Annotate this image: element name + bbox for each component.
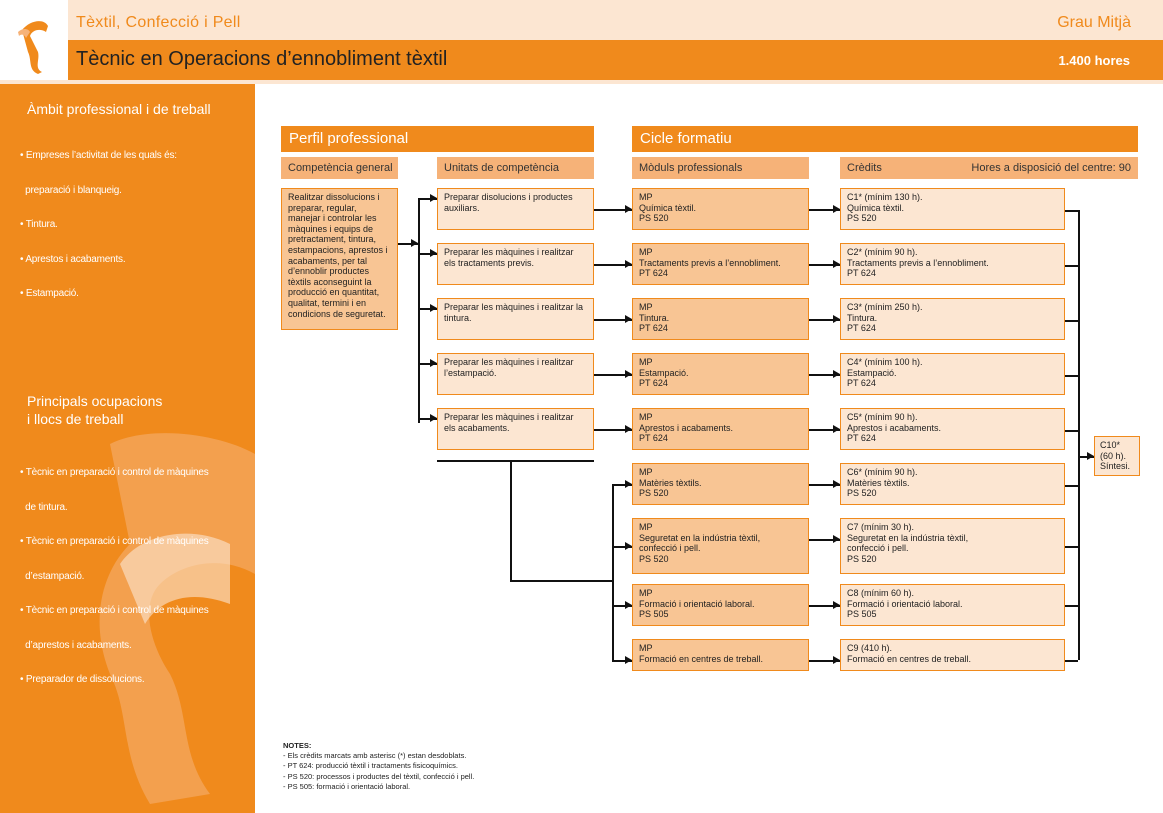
box-line: C5* (mínim 90 h). [847,412,918,422]
box-line: Síntesi. [1100,461,1131,472]
box-line: Tintura. [847,312,878,323]
box-line: MP [639,357,653,367]
box-line: Formació i orientació laboral. [847,598,963,609]
box-line: Estampació. [639,367,689,378]
perfil-band: Perfil professional [281,126,594,152]
ambit-title: Àmbit professional i de treball [27,101,211,117]
credit-box [840,408,1065,450]
note-item: - Els crèdits marcats amb asterisc (*) estan desdoblats. [283,751,467,761]
arrow-head-icon [625,315,632,323]
arrow-head-icon [625,601,632,609]
modul-box [632,463,809,505]
box-line: MP [639,588,653,598]
credit-box [840,353,1065,395]
arrow-head-icon [625,425,632,433]
credit-box [840,298,1065,340]
credit-box [840,518,1065,574]
box-line: C6* (mínim 90 h). [847,467,918,477]
box-line: C3* (mínim 250 h). [847,302,923,312]
connector-line [510,460,512,581]
credits-header-label: Crèdits [847,162,882,174]
modul-box [632,243,809,285]
arrow-head-icon [625,260,632,268]
box-line: PT 624 [847,378,876,389]
box-line: Aprestos i acabaments. [639,422,734,433]
arrow-head-icon [625,656,632,664]
box-line: MP [639,302,653,312]
box-line: C8 (mínim 60 h). [847,588,915,598]
box-line: MP [639,192,653,202]
box-line: PS 520 [639,553,669,564]
moduls-header: Mòduls professionals [632,157,809,179]
box-line: C9 (410 h). [847,643,893,653]
box-line: C1* (mínim 130 h). [847,192,923,202]
box-line: Formació i orientació laboral. [639,598,755,609]
box-line: Matèries tèxtils. [847,477,910,488]
box-line: Seguretat en la indústria tèxtil, [639,532,761,543]
box-line: PT 624 [639,433,668,444]
modul-box [632,639,809,671]
arrow-head-icon [625,205,632,213]
box-line: PT 624 [639,378,668,389]
ocupacions-list [20,444,209,709]
credit-box [840,584,1065,626]
box-line: C10* [1100,440,1121,450]
box-line: PS 520 [847,213,877,224]
arrow-head-icon [833,370,840,378]
ambit-item: • Estampació. [20,288,79,299]
box-line: Formació en centres de treball. [847,653,972,664]
arrow-head-icon [430,194,437,202]
competencia-general-box: Realitzar dissolucions i preparar, regular, manejar i controlar les màquines i equips de pretractament, tintura, estampacions, aprestos i acabaments, per tal d’ennoblir productes tèxtils aconseguint la producció en quantitat, qualitat, termini i en condicions de seguretat. [281,188,398,330]
ocupacio-item: • Tècnic en preparació i control de màquines [20,605,209,616]
left-sidebar [0,84,255,813]
arrow-head-icon [833,535,840,543]
ambit-item: • Empreses l’activitat de les quals és: [20,150,177,161]
box-line: Seguretat en la indústria tèxtil, [847,532,969,543]
unitat-box: Preparar les màquines i realitzar els tractaments previs. [437,243,594,285]
connector-line [418,198,420,423]
box-line: PT 624 [639,268,668,279]
box-line: Formació en centres de treball. [639,653,764,664]
connector-line [437,460,594,462]
credits-header [840,157,1138,179]
box-line: Química tèxtil. [847,202,905,213]
notes [283,741,474,792]
box-line: confecció i pell. [639,543,701,554]
connector-line [1065,660,1078,662]
box-line: PT 624 [847,433,876,444]
connector-line [1065,430,1078,432]
arrow-head-icon [833,480,840,488]
connector-line [1078,210,1080,660]
note-item: - PT 624: producció tèxtil i tractaments fisicoquímics. [283,761,458,771]
connector-line [1065,210,1078,212]
box-line: C7 (mínim 30 h). [847,522,915,532]
cicle-band: Cicle formatiu [632,126,1138,152]
modul-box [632,298,809,340]
box-line: PS 520 [847,553,877,564]
box-line: PT 624 [847,268,876,279]
total-hours: 1.400 hores [1058,53,1130,68]
box-line: Tractaments previs a l’ennobliment. [847,257,989,268]
arrow-head-icon [833,260,840,268]
connector-line [1065,546,1078,548]
ocupacions-title [27,392,162,428]
box-line: PT 624 [639,323,668,334]
connector-line [1065,265,1078,267]
arrow-head-icon [833,425,840,433]
arrow-head-icon [625,480,632,488]
box-line: MP [639,522,653,532]
note-item: - PS 520: processos i productes del tèxtil, confecció i pell. [283,771,475,781]
c10-box [1094,436,1140,476]
arrow-head-icon [411,239,418,247]
ocupacio-item: d’estampació. [20,570,85,582]
fabric-roll-logo-icon [0,0,68,80]
unitat-box: Preparar les màquines i realitzar els acabaments. [437,408,594,450]
unitat-box: Preparar disolucions i productes auxiliars. [437,188,594,230]
ocupacio-item: d’aprestos i acabaments. [20,639,132,651]
ambit-item: • Tintura. [20,219,58,230]
connector-line [510,580,613,582]
box-line: C4* (mínim 100 h). [847,357,923,367]
unitat-box: Preparar les màquines i realitzar la tintura. [437,298,594,340]
box-line: Tintura. [639,312,670,323]
page-title: Tècnic en Operacions d’ennobliment tèxtil [76,48,448,70]
box-line: Tractaments previs a l’ennobliment. [639,257,781,268]
ambit-item: preparació i blanqueig. [20,184,122,196]
credit-box [840,243,1065,285]
professional-family: Tèxtil, Confecció i Pell [76,14,241,31]
note-item: - PS 505: formació i orientació laboral. [283,781,411,791]
modul-box [632,188,809,230]
ocupacio-item: • Tècnic en preparació i control de màquines [20,536,209,547]
box-line: PT 624 [847,323,876,334]
box-line: PS 505 [847,609,877,620]
ocupacio-item: de tintura. [20,501,68,513]
unitat-box: Preparar les màquines i realitzar l’estampació. [437,353,594,395]
box-line: PS 505 [639,609,669,620]
credit-box [840,463,1065,505]
box-line: Química tèxtil. [639,202,697,213]
box-line: Estampació. [847,367,897,378]
box-line: PS 520 [847,488,877,499]
competencia-header: Competència general [281,157,398,179]
ocupacions-title-line: Principals ocupacions [27,393,163,409]
modul-box [632,518,809,574]
arrow-head-icon [430,414,437,422]
box-line: confecció i pell. [847,543,909,554]
connector-line [612,484,614,660]
box-line: PS 520 [639,213,669,224]
hores-centre: Hores a disposició del centre: 90 [971,162,1131,174]
credit-box [840,188,1065,230]
arrow-head-icon [833,205,840,213]
modul-box [632,408,809,450]
arrow-head-icon [833,656,840,664]
notes-title: NOTES: [283,741,312,750]
ocupacions-title-line: i llocs de treball [27,411,124,427]
ambit-item: • Aprestos i acabaments. [20,253,126,265]
arrow-head-icon [430,304,437,312]
arrow-head-icon [1087,452,1094,460]
connector-line [1065,375,1078,377]
box-line: (60 h). [1100,450,1127,461]
box-line: MP [639,643,653,653]
box-line: C2* (mínim 90 h). [847,247,918,257]
arrow-head-icon [833,315,840,323]
modul-box [632,584,809,626]
arrow-head-icon [833,601,840,609]
box-line: MP [639,247,653,257]
logo-area [0,0,68,80]
unitats-header: Unitats de competència [437,157,594,179]
ocupacio-item: • Preparador de dissolucions. [20,674,145,685]
grade-level: Grau Mitjà [1057,14,1131,31]
modul-box [632,353,809,395]
box-line: MP [639,467,653,477]
ocupacio-item: • Tècnic en preparació i control de màquines [20,467,209,478]
ambit-list [20,127,177,323]
box-line: Aprestos i acabaments. [847,422,942,433]
connector-line [1065,320,1078,322]
arrow-head-icon [430,359,437,367]
box-line: Matèries tèxtils. [639,477,702,488]
arrow-head-icon [625,370,632,378]
credit-box [840,639,1065,671]
box-line: MP [639,412,653,422]
box-line: PS 520 [639,488,669,499]
arrow-head-icon [430,249,437,257]
arrow-head-icon [625,542,632,550]
connector-line [1065,485,1078,487]
connector-line [1065,605,1078,607]
